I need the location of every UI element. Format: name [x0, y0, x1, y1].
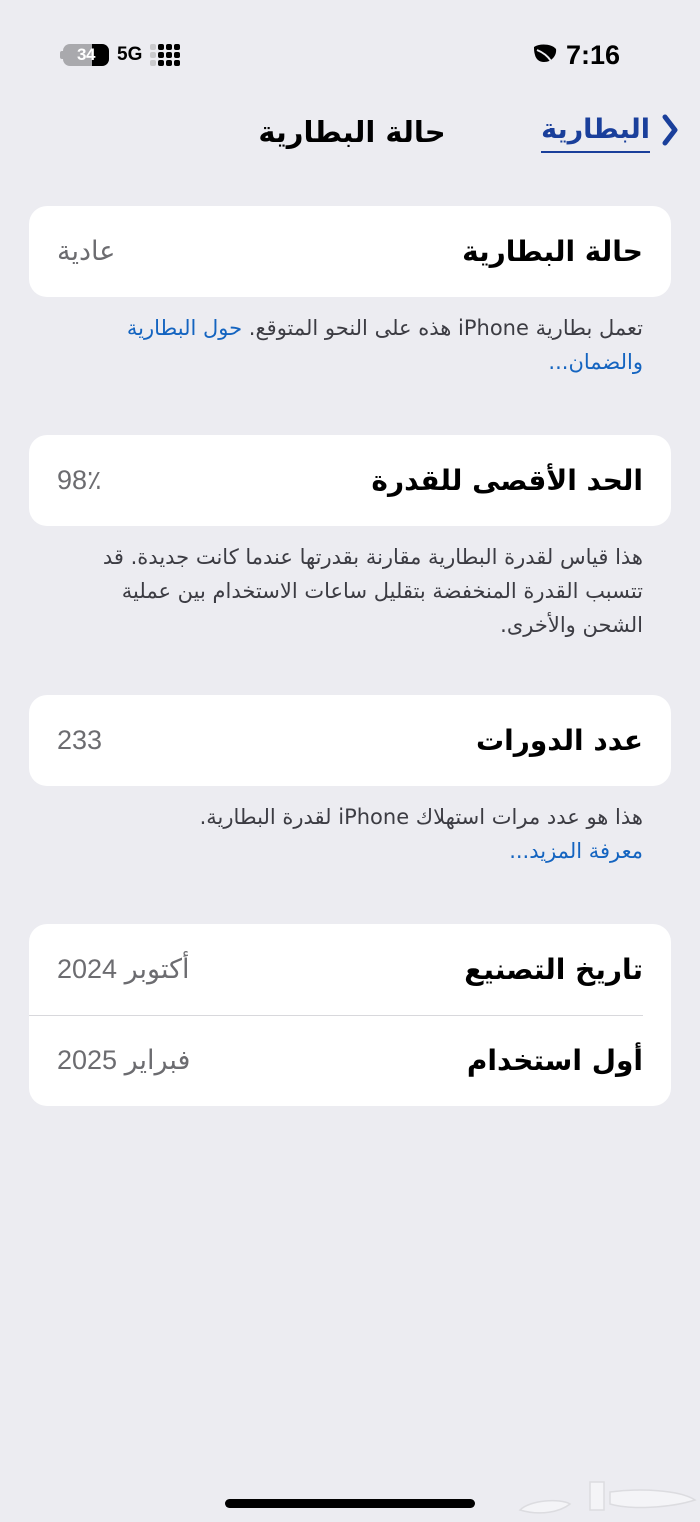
battery-level: 34 — [77, 45, 95, 64]
battery-condition-description: تعمل بطارية iPhone هذه على النحو المتوقع. — [248, 316, 643, 340]
clock: 7:16 — [565, 40, 620, 70]
signal-icon — [150, 44, 180, 66]
network-type: 5G — [117, 44, 143, 65]
page-title: حالة البطارية — [258, 115, 446, 149]
leaf-icon — [532, 43, 558, 69]
dates-card — [29, 924, 671, 1106]
battery-warranty-link[interactable]: حول البطارية والضمان... — [126, 316, 643, 374]
maximum-capacity-footnote — [29, 526, 671, 695]
first-use-value: فبراير 2025 — [57, 1045, 191, 1075]
chevron-left-icon — [660, 113, 680, 151]
status-bar — [0, 38, 700, 78]
maximum-capacity-label: الحد الأقصى للقدرة — [371, 464, 643, 497]
status-bar-right — [532, 40, 620, 71]
first-use-row — [29, 1015, 671, 1106]
battery-icon — [63, 44, 109, 66]
manufacture-date-value: أكتوبر 2024 — [57, 954, 190, 984]
maximum-capacity-card — [29, 435, 671, 526]
battery-health-content — [29, 206, 671, 1106]
cycle-count-footnote — [29, 786, 671, 924]
cycle-count-description: هذا هو عدد مرات استهلاك iPhone لقدرة البطارية. — [199, 805, 643, 829]
back-button[interactable] — [541, 110, 680, 153]
manufacture-date-row — [29, 924, 671, 1015]
learn-more-link[interactable]: معرفة المزيد... — [509, 839, 643, 863]
maximum-capacity-value: 98٪ — [57, 465, 102, 495]
cycle-count-row — [29, 695, 671, 786]
cycle-count-label: عدد الدورات — [476, 724, 643, 757]
maximum-capacity-row — [29, 435, 671, 526]
back-label: البطارية — [541, 110, 650, 153]
navigation-bar — [0, 110, 700, 160]
battery-condition-footnote — [29, 297, 671, 435]
first-use-label: أول استخدام — [466, 1044, 643, 1077]
battery-condition-row — [29, 206, 671, 297]
battery-condition-label: حالة البطارية — [462, 235, 643, 268]
home-indicator[interactable] — [225, 1499, 475, 1508]
status-bar-left — [60, 44, 180, 66]
cycle-count-value: 233 — [57, 725, 103, 755]
cycle-count-card — [29, 695, 671, 786]
battery-condition-value: عادية — [57, 236, 116, 266]
watermark-logo — [500, 1470, 700, 1522]
maximum-capacity-description: هذا قياس لقدرة البطارية مقارنة بقدرتها عندما كانت جديدة. قد تتسبب القدرة المنخفضة بتقليل ساعات الاستخدام بين عملية الشحن والأخرى. — [102, 545, 643, 637]
battery-condition-card — [29, 206, 671, 297]
manufacture-date-label: تاريخ التصنيع — [464, 953, 643, 986]
